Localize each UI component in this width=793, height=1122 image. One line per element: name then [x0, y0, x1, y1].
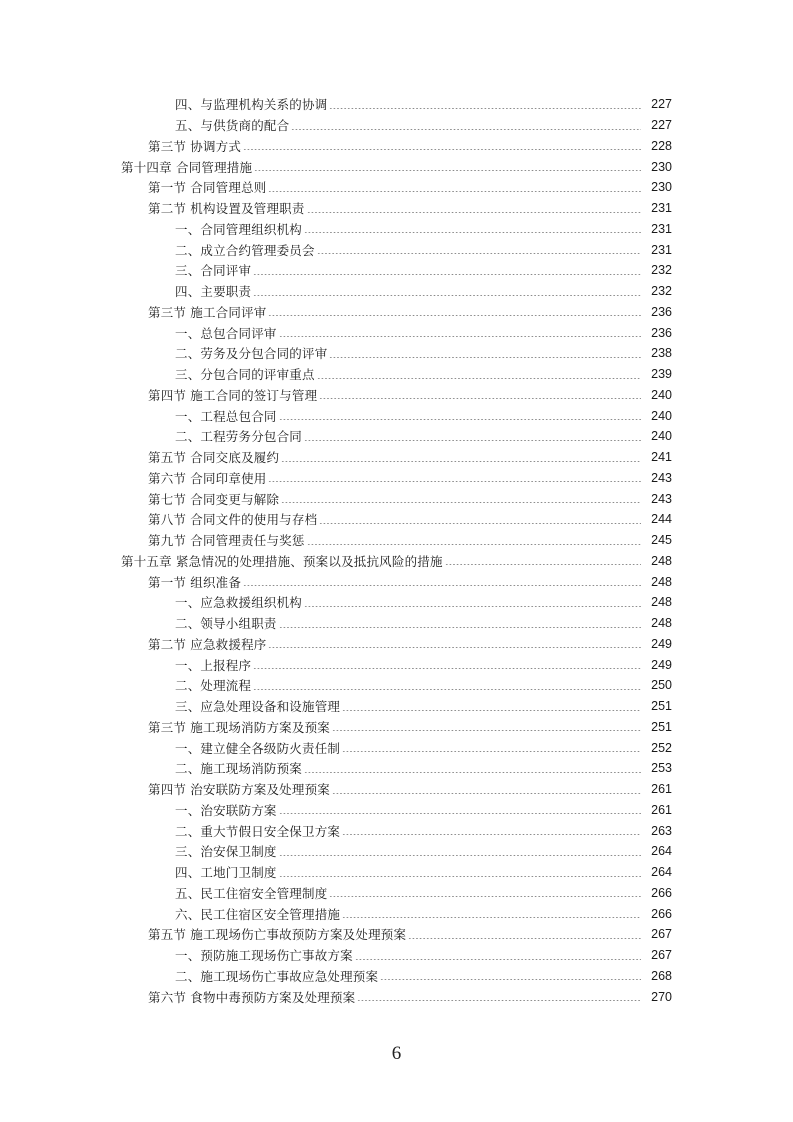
toc-subsection-entry[interactable] — [0, 405, 793, 426]
toc-entry-title: 第七节 合同变更与解除 — [148, 491, 280, 507]
toc-subsection-entry[interactable] — [0, 883, 793, 904]
toc-dot-leader — [243, 149, 641, 150]
toc-entry-page: 268 — [651, 968, 672, 983]
toc-entry-title: 第一节 合同管理总则 — [148, 180, 267, 196]
toc-dot-leader — [317, 253, 641, 254]
toc-subsection-entry[interactable] — [0, 945, 793, 966]
toc-entry-page: 228 — [651, 138, 672, 153]
toc-subsection-entry[interactable] — [0, 322, 793, 343]
toc-entry-page: 230 — [651, 159, 672, 174]
toc-entry-title: 五、民工住宿安全管理制度 — [175, 885, 328, 901]
toc-dot-leader — [332, 793, 641, 794]
toc-subsection-entry[interactable] — [0, 219, 793, 240]
toc-section-entry[interactable] — [0, 198, 793, 219]
toc-dot-leader — [332, 730, 641, 731]
toc-entry-title: 第三节 协调方式 — [148, 138, 242, 154]
toc-section-entry[interactable] — [0, 302, 793, 323]
toc-entry-page: 230 — [651, 180, 672, 195]
toc-entry-title: 五、与供货商的配合 — [175, 118, 290, 134]
toc-section-entry[interactable] — [0, 136, 793, 157]
toc-entry-page: 232 — [651, 263, 672, 278]
toc-dot-leader — [243, 585, 641, 586]
toc-entry-title: 一、治安联防方案 — [175, 802, 277, 818]
toc-entry-title: 一、预防施工现场伤亡事故方案 — [175, 948, 353, 964]
toc-entry-title: 一、建立健全各级防火责任制 — [175, 740, 341, 756]
toc-entry-page: 251 — [651, 719, 672, 734]
toc-entry-page: 267 — [651, 948, 672, 963]
toc-entry-title: 第二节 机构设置及管理职责 — [148, 201, 305, 217]
toc-entry-page: 264 — [651, 844, 672, 859]
toc-subsection-entry[interactable] — [0, 841, 793, 862]
toc-dot-leader — [445, 564, 641, 565]
toc-dot-leader — [279, 855, 641, 856]
toc-entry-title: 一、工程总包合同 — [175, 408, 277, 424]
toc-dot-leader — [342, 834, 641, 835]
toc-entry-title: 第十四章 合同管理措施 — [121, 159, 253, 175]
toc-subsection-entry[interactable] — [0, 281, 793, 302]
toc-entry-title: 二、领导小组职责 — [175, 616, 277, 632]
toc-dot-leader — [329, 108, 641, 109]
toc-dot-leader — [307, 544, 641, 545]
toc-entry-title: 第五节 合同交底及履约 — [148, 450, 280, 466]
toc-dot-leader — [279, 627, 641, 628]
toc-entry-page: 227 — [651, 118, 672, 133]
toc-subsection-entry[interactable] — [0, 613, 793, 634]
toc-dot-leader — [319, 398, 641, 399]
toc-entry-title: 二、施工现场伤亡事故应急处理预案 — [175, 968, 379, 984]
toc-subsection-entry[interactable] — [0, 239, 793, 260]
toc-entry-page: 245 — [651, 533, 672, 548]
toc-entry-page: 231 — [651, 242, 672, 257]
toc-dot-leader — [355, 959, 641, 960]
toc-dot-leader — [357, 1000, 641, 1001]
toc-entry-page: 253 — [651, 761, 672, 776]
toc-subsection-entry[interactable] — [0, 426, 793, 447]
toc-entry-page: 250 — [651, 678, 672, 693]
toc-entry-title: 四、主要职责 — [175, 284, 252, 300]
toc-dot-leader — [268, 315, 641, 316]
page-number: 6 — [391, 1043, 402, 1064]
toc-entry-page: 236 — [651, 325, 672, 340]
toc-entry-title: 第三节 施工合同评审 — [148, 304, 267, 320]
toc-entry-page: 231 — [651, 201, 672, 216]
toc-dot-leader — [253, 689, 641, 690]
toc-dot-leader — [304, 440, 641, 441]
toc-subsection-entry[interactable] — [0, 364, 793, 385]
toc-subsection-entry[interactable] — [0, 115, 793, 136]
toc-dot-leader — [342, 751, 641, 752]
toc-entry-page: 249 — [651, 636, 672, 651]
toc-entry-title: 一、上报程序 — [175, 657, 252, 673]
toc-entry-title: 第二节 应急救援程序 — [148, 636, 267, 652]
toc-entry-page: 232 — [651, 284, 672, 299]
toc-entry-title: 三、应急处理设备和设施管理 — [175, 699, 341, 715]
toc-subsection-entry[interactable] — [0, 862, 793, 883]
toc-entry-title: 一、合同管理组织机构 — [175, 221, 303, 237]
toc-entry-page: 240 — [651, 429, 672, 444]
toc-entry-title: 六、民工住宿区安全管理措施 — [175, 906, 341, 922]
toc-subsection-entry[interactable] — [0, 654, 793, 675]
toc-entry-title: 第五节 施工现场伤亡事故预防方案及处理预案 — [148, 927, 407, 943]
toc-entry-page: 240 — [651, 387, 672, 402]
toc-entry-title: 二、重大节假日安全保卫方案 — [175, 823, 341, 839]
toc-entry-title: 一、总包合同评审 — [175, 325, 277, 341]
toc-section-entry[interactable] — [0, 634, 793, 655]
toc-entry-title: 第四节 施工合同的签订与管理 — [148, 387, 318, 403]
toc-dot-leader — [279, 876, 641, 877]
toc-dot-leader — [281, 461, 641, 462]
toc-dot-leader — [304, 772, 641, 773]
toc-subsection-entry[interactable] — [0, 758, 793, 779]
toc-entry-title: 四、工地门卫制度 — [175, 865, 277, 881]
toc-entry-page: 261 — [651, 802, 672, 817]
toc-entry-page: 231 — [651, 221, 672, 236]
toc-dot-leader — [268, 647, 641, 648]
toc-section-entry[interactable] — [0, 385, 793, 406]
toc-entry-title: 二、工程劳务分包合同 — [175, 429, 303, 445]
toc-entry-title: 第六节 合同印章使用 — [148, 470, 267, 486]
toc-entry-page: 252 — [651, 740, 672, 755]
toc-subsection-entry[interactable] — [0, 592, 793, 613]
toc-section-entry[interactable] — [0, 488, 793, 509]
toc-entry-page: 248 — [651, 595, 672, 610]
toc-dot-leader — [254, 170, 641, 171]
toc-entry-page: 238 — [651, 346, 672, 361]
toc-entry-page: 243 — [651, 470, 672, 485]
toc-dot-leader — [304, 606, 641, 607]
toc-subsection-entry[interactable] — [0, 343, 793, 364]
toc-entry-page: 248 — [651, 553, 672, 568]
toc-subsection-entry[interactable] — [0, 260, 793, 281]
toc-section-entry[interactable] — [0, 468, 793, 489]
toc-section-entry[interactable] — [0, 717, 793, 738]
toc-entry-page: 236 — [651, 304, 672, 319]
toc-dot-leader — [291, 129, 641, 130]
toc-section-entry[interactable] — [0, 447, 793, 468]
toc-dot-leader — [279, 813, 641, 814]
table-of-contents — [0, 94, 793, 1007]
toc-dot-leader — [304, 232, 641, 233]
toc-entry-title: 三、合同评审 — [175, 263, 252, 279]
toc-entry-title: 第八节 合同文件的使用与存档 — [148, 512, 318, 528]
toc-subsection-entry[interactable] — [0, 94, 793, 115]
toc-entry-page: 261 — [651, 782, 672, 797]
toc-entry-title: 第四节 治安联防方案及处理预案 — [148, 782, 330, 798]
toc-entry-title: 二、处理流程 — [175, 678, 252, 694]
toc-subsection-entry[interactable] — [0, 966, 793, 987]
toc-dot-leader — [253, 274, 641, 275]
toc-subsection-entry[interactable] — [0, 696, 793, 717]
toc-entry-page: 266 — [651, 906, 672, 921]
toc-entry-page: 244 — [651, 512, 672, 527]
toc-entry-title: 二、成立合约管理委员会 — [175, 242, 315, 258]
toc-entry-title: 三、分包合同的评审重点 — [175, 367, 315, 383]
toc-entry-page: 263 — [651, 823, 672, 838]
toc-dot-leader — [253, 295, 641, 296]
toc-entry-title: 第一节 组织准备 — [148, 574, 242, 590]
toc-dot-leader — [319, 523, 641, 524]
toc-entry-title: 一、应急救援组织机构 — [175, 595, 303, 611]
toc-entry-page: 240 — [651, 408, 672, 423]
toc-entry-page: 239 — [651, 367, 672, 382]
toc-entry-title: 第六节 食物中毒预防方案及处理预案 — [148, 989, 356, 1005]
toc-dot-leader — [329, 896, 641, 897]
toc-entry-page: 248 — [651, 616, 672, 631]
toc-dot-leader — [329, 357, 641, 358]
toc-entry-title: 四、与监理机构关系的协调 — [175, 97, 328, 113]
toc-section-entry[interactable] — [0, 571, 793, 592]
toc-entry-page: 243 — [651, 491, 672, 506]
toc-entry-page: 248 — [651, 574, 672, 589]
toc-entry-page: 249 — [651, 657, 672, 672]
toc-section-entry[interactable] — [0, 779, 793, 800]
toc-subsection-entry[interactable] — [0, 800, 793, 821]
toc-subsection-entry[interactable] — [0, 820, 793, 841]
toc-subsection-entry[interactable] — [0, 903, 793, 924]
toc-dot-leader — [253, 668, 641, 669]
toc-section-entry[interactable] — [0, 530, 793, 551]
toc-section-entry[interactable] — [0, 924, 793, 945]
toc-dot-leader — [317, 378, 641, 379]
toc-dot-leader — [281, 502, 641, 503]
toc-entry-title: 第三节 施工现场消防方案及预案 — [148, 719, 330, 735]
toc-entry-page: 267 — [651, 927, 672, 942]
toc-dot-leader — [342, 917, 641, 918]
toc-section-entry[interactable] — [0, 177, 793, 198]
toc-dot-leader — [380, 979, 641, 980]
toc-dot-leader — [342, 710, 641, 711]
toc-entry-page: 227 — [651, 97, 672, 112]
toc-entry-page: 251 — [651, 699, 672, 714]
toc-entry-page: 264 — [651, 865, 672, 880]
toc-subsection-entry[interactable] — [0, 737, 793, 758]
toc-dot-leader — [268, 481, 641, 482]
toc-subsection-entry[interactable] — [0, 675, 793, 696]
toc-dot-leader — [279, 419, 641, 420]
toc-dot-leader — [268, 191, 641, 192]
toc-section-entry[interactable] — [0, 509, 793, 530]
toc-dot-leader — [307, 212, 641, 213]
toc-dot-leader — [408, 938, 641, 939]
toc-chapter-entry[interactable] — [0, 551, 793, 572]
toc-entry-page: 270 — [651, 989, 672, 1004]
toc-entry-title: 二、劳务及分包合同的评审 — [175, 346, 328, 362]
toc-section-entry[interactable] — [0, 986, 793, 1007]
toc-entry-title: 第十五章 紧急情况的处理措施、预案以及抵抗风险的措施 — [121, 553, 443, 569]
toc-chapter-entry[interactable] — [0, 156, 793, 177]
toc-entry-title: 第九节 合同管理责任与奖惩 — [148, 533, 305, 549]
toc-entry-page: 266 — [651, 885, 672, 900]
toc-entry-title: 二、施工现场消防预案 — [175, 761, 303, 777]
toc-entry-page: 241 — [651, 450, 672, 465]
toc-dot-leader — [279, 336, 641, 337]
toc-entry-title: 三、治安保卫制度 — [175, 844, 277, 860]
